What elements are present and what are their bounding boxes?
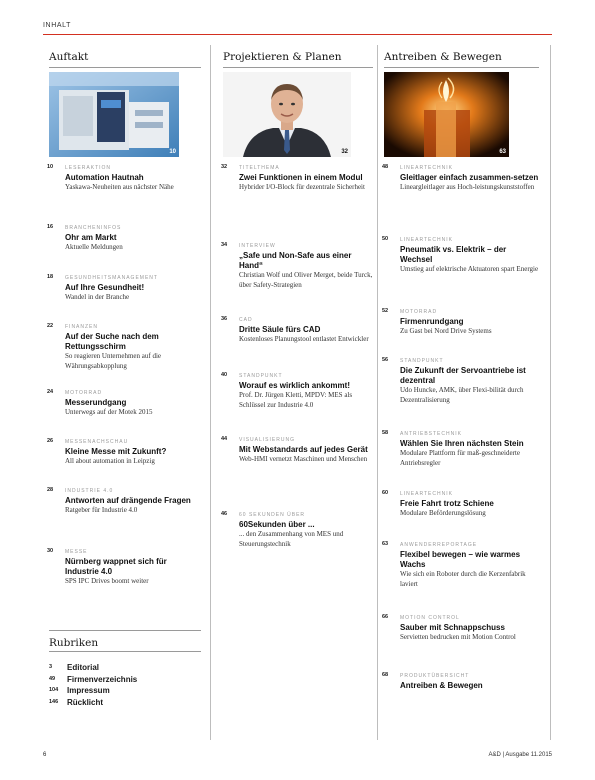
entry-page-number: 30: [47, 548, 54, 554]
rubrik-page-number: 49: [49, 675, 56, 682]
entry-description: Wandel in der Branche: [65, 293, 130, 301]
entry-kicker: BRANCHENINFOS: [65, 225, 122, 231]
entry-description: Modulare Beförderungslösung: [400, 509, 486, 517]
entry-kicker: GESUNDHEITSMANAGEMENT: [65, 275, 158, 281]
toc-entry[interactable]: [49, 164, 201, 224]
rubrik-item[interactable]: [49, 675, 201, 687]
entry-title: Sauber mit Schnappschuss: [400, 623, 505, 632]
entry-kicker: ANWENDERREPORTAGE: [400, 542, 478, 548]
heading-rule: [384, 67, 539, 68]
entry-page-number: 32: [221, 164, 228, 170]
toc-entry[interactable]: [384, 430, 539, 490]
entry-page-number: 48: [382, 164, 389, 170]
rubrik-label: Editorial: [67, 663, 100, 672]
toc-entry[interactable]: [49, 487, 201, 548]
entry-description: Prof. Dr. Jürgen Kletti, MPDV: MES als Schlüssel zur Industrie 4.0: [239, 391, 353, 409]
entry-description: Ratgeber für Industrie 4.0: [65, 506, 138, 514]
toc-entry[interactable]: [49, 224, 201, 274]
entry-page-number: 60: [382, 490, 389, 496]
entry-page-number: 52: [382, 308, 389, 314]
column-antreiben: [384, 50, 539, 696]
entry-page-number: 63: [382, 541, 389, 547]
toc-entry[interactable]: [49, 274, 201, 323]
toc-entry[interactable]: [384, 541, 539, 614]
photo-page-number: 63: [499, 149, 506, 155]
column-auftakt: [49, 50, 201, 598]
toc-entry[interactable]: [384, 164, 539, 236]
entry-title: Nürnberg wappnet sich für Industrie 4.0: [65, 557, 167, 576]
toc-entry[interactable]: [49, 323, 201, 389]
entry-page-number: 50: [382, 236, 389, 242]
toc-entry[interactable]: [49, 548, 201, 598]
toc-entry[interactable]: [223, 372, 373, 436]
section-photo[interactable]: [384, 72, 509, 157]
entry-description: SPS IPC Drives boomt weiter: [65, 577, 149, 585]
entry-kicker: LESERAKTION: [65, 165, 112, 171]
entry-title: Antreiben & Bewegen: [400, 681, 483, 690]
entry-kicker: INTERVIEW: [239, 243, 276, 249]
entry-title: Messerundgang: [65, 398, 127, 407]
column-divider: [377, 45, 378, 740]
toc-entry[interactable]: [223, 436, 373, 511]
entry-kicker: LINEARTECHNIK: [400, 237, 453, 243]
section-photo[interactable]: [49, 72, 179, 157]
section-heading: Rubriken: [49, 637, 99, 649]
entry-title: Gleitlager einfach zusammen-setzen: [400, 173, 539, 182]
entry-kicker: MESSENACHSCHAU: [65, 439, 129, 445]
entry-kicker: PRODUKTÜBERSICHT: [400, 673, 470, 679]
entry-description: Unterwegs auf der Motek 2015: [65, 408, 153, 416]
entry-kicker: 60 SEKUNDEN ÜBER: [239, 512, 306, 518]
toc-entry[interactable]: [223, 511, 373, 561]
entry-page-number: 36: [221, 316, 228, 322]
rubrik-label: Impressum: [67, 686, 110, 695]
entry-description: Umstieg auf elektrische Aktuatoren spart Energie: [400, 265, 539, 273]
entry-description: Web-HMI vernetzt Maschinen und Menschen: [239, 455, 368, 463]
section-photo[interactable]: [223, 72, 351, 157]
entry-description: So reagieren Unternehmen auf die Währungsabkopplung: [65, 352, 162, 370]
toc-entry[interactable]: [223, 316, 373, 372]
rubrik-label: Firmenverzeichnis: [67, 674, 138, 684]
entry-title: Flexibel bewegen – wie warmes Wachs: [400, 550, 521, 569]
toc-entry[interactable]: [384, 672, 539, 696]
entry-kicker: MESSE: [65, 549, 88, 555]
top-rule: [43, 34, 552, 35]
entry-page-number: 34: [221, 242, 228, 248]
entry-kicker: TITELTHEMA: [239, 165, 280, 171]
rubrik-page-number: 146: [49, 698, 59, 705]
toc-entry[interactable]: [223, 242, 373, 316]
rubrik-page-number: 3: [49, 664, 53, 670]
entry-kicker: STANDPUNKT: [239, 373, 283, 379]
entry-title: Firmenrundgang: [400, 317, 464, 326]
entry-description: ... den Zusammenhang von MES und Steuerungstechnik: [239, 530, 344, 548]
photo-page-number: 10: [169, 149, 176, 155]
page-number: 6: [43, 752, 47, 758]
entry-page-number: 28: [47, 487, 54, 493]
entry-description: Christian Wolf und Oliver Merget, beide Turck, über Safety-Strategien: [239, 271, 373, 289]
toc-list: [49, 164, 201, 598]
running-head: INHALT: [43, 22, 71, 29]
rubriken-list: [49, 663, 201, 709]
section-heading: Auftakt: [49, 51, 89, 63]
photo-page-number: 32: [341, 149, 348, 155]
entry-kicker: MOTORRAD: [400, 309, 438, 315]
entry-page-number: 22: [47, 323, 54, 329]
entry-description: Servietten bedrucken mit Motion Control: [400, 633, 516, 641]
entry-title: „Safe und Non-Safe aus einer Hand“: [239, 251, 352, 270]
portrait-image: [223, 72, 351, 157]
toc-list: [223, 164, 373, 561]
entry-title: Ohr am Markt: [65, 233, 117, 242]
entry-title: Automation Hautnah: [65, 173, 144, 182]
entry-title: Worauf es wirklich ankommt!: [239, 381, 350, 390]
entry-page-number: 40: [221, 372, 228, 378]
entry-page-number: 18: [47, 274, 54, 280]
entry-title: Antworten auf drängende Fragen: [65, 496, 191, 505]
entry-title: Auf der Suche nach dem Rettungsschirm: [65, 332, 159, 351]
toc-entry[interactable]: [384, 236, 539, 308]
column-divider: [550, 45, 551, 740]
entry-page-number: 46: [221, 511, 228, 517]
heading-rule: [223, 67, 373, 68]
entry-page-number: 44: [221, 436, 228, 442]
rubrik-item[interactable]: [49, 663, 201, 675]
heading-rule: [49, 67, 201, 68]
entry-kicker: STANDPUNKT: [400, 358, 444, 364]
entry-page-number: 68: [382, 672, 389, 678]
entry-page-number: 24: [47, 389, 54, 395]
entry-title: 60Sekunden über ...: [239, 520, 315, 529]
entry-description: Wie sich ein Roboter durch die Kerzenfabrik laviert: [400, 570, 526, 588]
entry-description: Modulare Plattform für maß-geschneiderte Antriebsregler: [400, 449, 520, 467]
candle-image: [384, 72, 509, 157]
entry-page-number: 16: [47, 224, 54, 230]
entry-title: Die Zukunft der Servoantriebe ist dezentral: [400, 366, 526, 385]
entry-description: All about automation in Leipzig: [65, 457, 155, 465]
issue-credit: A&D | Ausgabe 11.2015: [488, 752, 552, 758]
rubrik-item[interactable]: [49, 698, 201, 710]
column-divider: [210, 45, 211, 740]
toc-entry[interactable]: [384, 490, 539, 541]
section-heading: Projektieren & Planen: [223, 51, 342, 63]
entry-description: Kostenloses Planungstool entlastet Entwickler: [239, 335, 369, 343]
rubrik-item[interactable]: [49, 686, 201, 698]
entry-kicker: LINEARTECHNIK: [400, 165, 453, 171]
entry-description: Zu Gast bei Nord Drive Systems: [400, 327, 492, 335]
toc-entry[interactable]: [223, 164, 373, 242]
entry-title: Zwei Funktionen in einem Modul: [239, 173, 363, 182]
entry-kicker: ANTRIEBSTECHNIK: [400, 431, 462, 437]
toc-list: [384, 164, 539, 696]
column-projektieren: [223, 50, 373, 561]
automation-device-image: [49, 72, 179, 157]
toc-entry[interactable]: [384, 308, 539, 357]
rubrik-label: Rücklicht: [67, 697, 104, 707]
entry-description: Udo Huncke, AMK, über Flexi-bilität durch Dezentralisierung: [400, 386, 524, 404]
entry-title: Mit Webstandards auf jedes Gerät: [239, 445, 368, 454]
heading-rule: [49, 651, 201, 652]
entry-description: Aktuelle Meldungen: [65, 243, 123, 251]
entry-title: Freie Fahrt trotz Schiene: [400, 499, 494, 508]
entry-page-number: 66: [382, 614, 389, 620]
rubrik-page-number: 104: [49, 687, 59, 693]
toc-entry[interactable]: [49, 389, 201, 438]
entry-page-number: 58: [382, 430, 389, 436]
entry-kicker: INDUSTRIE 4.0: [65, 488, 114, 494]
entry-title: Dritte Säule fürs CAD: [239, 325, 321, 334]
entry-description: Hybrider I/O-Block für dezentrale Sicherheit: [239, 183, 365, 191]
entry-title: Auf Ihre Gesundheit!: [65, 283, 145, 292]
entry-kicker: CAD: [239, 317, 253, 323]
entry-kicker: FINANZEN: [65, 324, 98, 330]
section-heading: Antreiben & Bewegen: [384, 51, 502, 63]
entry-description: Lineargleitlager aus Hoch-leistungskunststoffen: [400, 183, 535, 191]
entry-kicker: MOTORRAD: [65, 390, 103, 396]
entry-description: Yaskawa-Neuheiten aus nächster Nähe: [65, 183, 174, 191]
entry-title: Wählen Sie Ihren nächsten Stein: [400, 439, 524, 448]
rubriken-section: [49, 630, 201, 709]
entry-title: Kleine Messe mit Zukunft?: [65, 447, 167, 456]
entry-page-number: 10: [47, 164, 54, 170]
entry-page-number: 26: [47, 438, 54, 444]
toc-entry[interactable]: [49, 438, 201, 487]
entry-title: Pneumatik vs. Elektrik – der Wechsel: [400, 245, 507, 264]
entry-kicker: VISUALISIERUNG: [239, 437, 295, 443]
toc-entry[interactable]: [384, 614, 539, 672]
heading-rule: [49, 630, 201, 631]
toc-entry[interactable]: [384, 357, 539, 430]
entry-kicker: MOTION CONTROL: [400, 615, 460, 621]
entry-kicker: LINEARTECHNIK: [400, 491, 453, 497]
entry-page-number: 56: [382, 357, 389, 363]
